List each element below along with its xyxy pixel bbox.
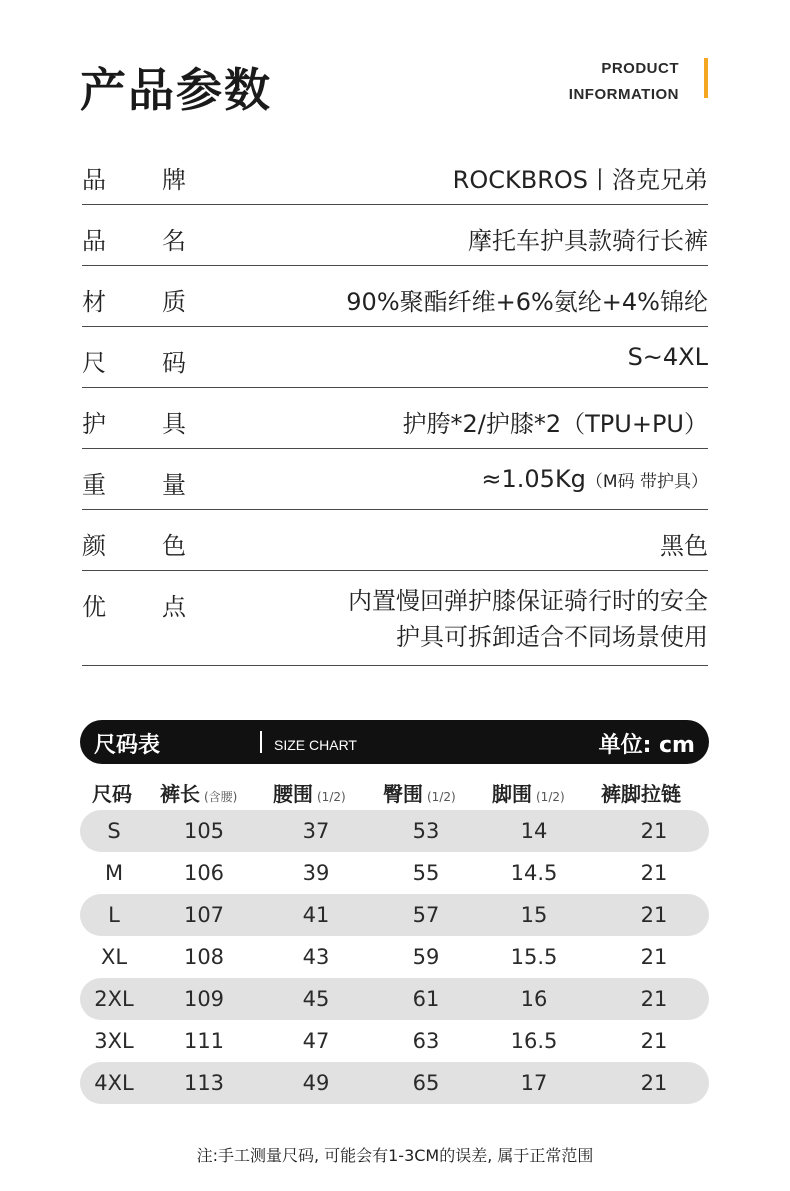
param-key-char: 点 (162, 593, 186, 621)
param-key-char: 重 (82, 471, 106, 499)
param-key-char: 品 (82, 227, 106, 255)
size-chart-subtitle: SIZE CHART (274, 737, 357, 753)
size-table (80, 774, 709, 1104)
column-header (601, 778, 681, 807)
table-cell: 21 (640, 987, 668, 1011)
table-body (80, 810, 709, 1104)
params-list (82, 144, 708, 666)
param-key-char: 颜 (82, 532, 106, 560)
param-row-protector (82, 388, 708, 449)
param-row-material (82, 266, 708, 327)
table-cell: 53 (412, 819, 440, 843)
table-cell: 37 (302, 819, 330, 843)
column-header (160, 778, 237, 807)
table-row (80, 1020, 709, 1062)
param-key-char: 牌 (162, 166, 186, 194)
accent-bar (704, 58, 708, 98)
table-cell: 17 (520, 1071, 548, 1095)
table-cell: 113 (183, 1071, 225, 1095)
param-row-size (82, 327, 708, 388)
param-key-char: 优 (82, 593, 106, 621)
subtitle-line-1: PRODUCT (601, 60, 679, 77)
table-cell: 111 (183, 1029, 225, 1053)
table-cell: 41 (302, 903, 330, 927)
table-cell: 108 (183, 945, 225, 969)
column-header-note: (含腰) (204, 790, 238, 804)
footnote: 注:手工测量尺码, 可能会有1-3CM的误差, 属于正常范围 (196, 1146, 594, 1165)
table-cell: 61 (412, 987, 440, 1011)
param-key-char: 具 (162, 410, 186, 438)
column-header-label: 脚围 (492, 782, 532, 806)
table-row (80, 978, 709, 1020)
table-cell: 106 (183, 861, 225, 885)
column-header (492, 778, 565, 807)
table-cell: 2XL (94, 987, 134, 1011)
table-cell: 21 (640, 819, 668, 843)
table-cell: 63 (412, 1029, 440, 1053)
size-chart-header (80, 720, 709, 764)
table-cell: 47 (302, 1029, 330, 1053)
param-value: S~4XL (627, 343, 708, 371)
table-cell: 21 (640, 861, 668, 885)
table-row (80, 936, 709, 978)
param-value (481, 465, 708, 493)
param-key-char: 尺 (82, 349, 106, 377)
table-cell: XL (100, 945, 128, 969)
page-title: 产品参数 (80, 63, 272, 117)
weight-note: （M码 带护具） (585, 472, 708, 492)
table-cell: 15 (520, 903, 548, 927)
param-key-char: 码 (162, 349, 186, 377)
param-key-char: 护 (82, 410, 106, 438)
table-cell: 14.5 (510, 861, 558, 885)
size-chart-title: 尺码表 (94, 733, 161, 758)
table-row (80, 810, 709, 852)
param-key-char: 名 (162, 227, 186, 255)
table-cell: 57 (412, 903, 440, 927)
column-header-note: (1/2) (536, 790, 565, 804)
table-cell: 21 (640, 1071, 668, 1095)
column-header (383, 778, 456, 807)
table-cell: 21 (640, 945, 668, 969)
column-header (273, 778, 346, 807)
column-header-label: 臀围 (383, 782, 423, 806)
table-cell: 4XL (94, 1071, 134, 1095)
table-cell: 59 (412, 945, 440, 969)
advantage-line-2: 护具可拆卸适合不同场景使用 (396, 623, 708, 651)
size-chart-unit: 单位: cm (598, 733, 695, 758)
param-row-name (82, 205, 708, 266)
table-cell: S (107, 819, 121, 843)
table-cell: 39 (302, 861, 330, 885)
table-cell: 65 (412, 1071, 440, 1095)
table-cell: 21 (640, 1029, 668, 1053)
param-value: 护胯*2/护膝*2（TPU+PU） (402, 410, 708, 438)
table-cell: 55 (412, 861, 440, 885)
subtitle-line-2: INFORMATION (568, 86, 679, 103)
table-cell: 16.5 (510, 1029, 558, 1053)
advantage-line-1: 内置慢回弹护膝保证骑行时的安全 (348, 587, 708, 615)
table-cell: 21 (640, 903, 668, 927)
table-row (80, 894, 709, 936)
table-cell: 105 (183, 819, 225, 843)
header-divider (260, 731, 262, 753)
page-subtitle (569, 56, 679, 108)
table-cell: 15.5 (510, 945, 558, 969)
table-cell: M (104, 861, 124, 885)
table-header-row (80, 774, 709, 810)
table-cell: 109 (183, 987, 225, 1011)
column-header-label: 裤脚拉链 (601, 782, 681, 806)
param-key-char: 色 (162, 532, 186, 560)
table-cell: L (108, 903, 120, 927)
column-header-note: (1/2) (317, 790, 346, 804)
param-key-char: 品 (82, 166, 106, 194)
param-row-weight (82, 449, 708, 510)
param-value: 90%聚酯纤维+6%氨纶+4%锦纶 (346, 288, 708, 316)
param-key-char: 质 (162, 288, 186, 316)
param-key-char: 量 (162, 471, 186, 499)
table-cell: 14 (520, 819, 548, 843)
param-value (348, 583, 708, 655)
table-cell: 49 (302, 1071, 330, 1095)
column-header-label: 裤长 (160, 782, 200, 806)
column-header-label: 腰围 (273, 782, 313, 806)
param-key-char: 材 (82, 288, 106, 316)
param-row-advantage (82, 571, 708, 666)
table-cell: 3XL (94, 1029, 134, 1053)
column-header (92, 778, 132, 807)
column-header-note: (1/2) (427, 790, 456, 804)
param-row-brand (82, 144, 708, 205)
column-header-label: 尺码 (92, 782, 132, 806)
table-cell: 43 (302, 945, 330, 969)
table-row (80, 852, 709, 894)
param-value: 黑色 (660, 532, 708, 560)
table-cell: 16 (520, 987, 548, 1011)
param-value: 摩托车护具款骑行长裤 (468, 227, 708, 255)
table-cell: 45 (302, 987, 330, 1011)
param-row-color (82, 510, 708, 571)
table-cell: 107 (183, 903, 225, 927)
weight-value: ≈1.05Kg (481, 465, 586, 493)
param-value: ROCKBROS丨洛克兄弟 (452, 166, 708, 194)
table-row (80, 1062, 709, 1104)
